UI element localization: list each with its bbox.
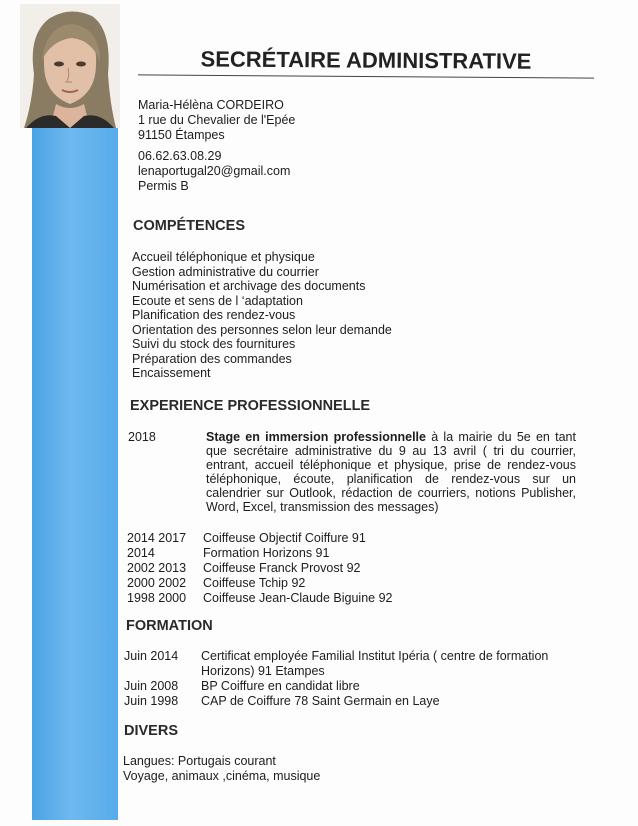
formation-date: Juin 2014: [124, 649, 179, 663]
contact-email: lenaportugal20@gmail.com: [138, 164, 291, 178]
competence-item: Accueil téléphonique et physique: [132, 250, 315, 264]
formation-heading: FORMATION: [126, 618, 213, 634]
competences-list: [132, 250, 392, 381]
formation-date: Juin 1998: [124, 694, 179, 708]
contact-license: Permis B: [138, 179, 189, 193]
contact-block: [138, 98, 295, 194]
formation-label: Certificat employée Familial Institut Ipéria ( centre de formation Horizons) 91 Etampes: [201, 649, 549, 678]
competence-item: Préparation des commandes: [132, 351, 292, 366]
title-divider: [138, 74, 594, 78]
experience-main-text: à la mairie du 5e en tant que secrétaire administrative du 9 au 13 avril ( tri du courrier, entrant, accueil téléphonique et physique, prise de rendez-vous téléphonique, écoute, planification de rendez-vous sur un calendrier sur Outlook, rédaction de courriers, notions Publisher, Word, Excel, transmission des messages): [206, 430, 576, 514]
job-period: 2002 2013: [127, 561, 187, 575]
blue-sidebar-band: [32, 128, 118, 820]
competence-item: Suivi du stock des fournitures: [132, 337, 296, 351]
job-label: Coiffeuse Franck Provost 92: [203, 561, 361, 575]
experience-main-year: 2018: [128, 430, 156, 444]
job-period: 1998 2000: [127, 591, 187, 605]
competence-item: Encaissement: [132, 366, 211, 380]
experience-main-title: Stage en immersion professionnelle: [206, 430, 426, 444]
profile-photo: [20, 4, 120, 128]
contact-address-line1: 1 rue du Chevalier de l'Epée: [138, 113, 296, 127]
formation-label: BP Coiffure en candidat libre: [201, 679, 360, 693]
divers-block: [123, 754, 320, 784]
divers-line: Voyage, animaux ,cinéma, musique: [123, 769, 321, 783]
job-label: Coiffeuse Tchip 92: [203, 576, 306, 590]
competence-item: Orientation des personnes selon leur demande: [132, 322, 392, 337]
formation-date: Juin 2008: [124, 679, 179, 693]
job-label: Coiffeuse Objectif Coiffure 91: [203, 531, 366, 545]
job-label: Formation Horizons 91: [203, 546, 330, 560]
competence-item: Planification des rendez-vous: [132, 308, 296, 322]
divers-heading: DIVERS: [124, 723, 178, 739]
job-label: Coiffeuse Jean-Claude Biguine 92: [203, 591, 393, 605]
experience-heading: EXPERIENCE PROFESSIONNELLE: [130, 398, 371, 414]
competence-item: Numérisation et archivage des documents: [132, 279, 366, 293]
formation-label: CAP de Coiffure 78 Saint Germain en Laye: [201, 694, 440, 708]
competence-item: Gestion administrative du courrier: [132, 264, 319, 279]
experience-main-description: [206, 430, 576, 514]
contact-phone: 06.62.63.08.29: [138, 149, 222, 163]
job-period: 2014: [127, 546, 155, 560]
contact-address-line2: 91150 Étampes: [138, 128, 225, 142]
contact-name: Maria-Hélèna CORDEIRO: [138, 98, 284, 112]
competence-item: Ecoute et sens de l ‘adaptation: [132, 293, 303, 308]
job-period: 2014 2017: [127, 531, 187, 545]
competences-heading: COMPÉTENCES: [133, 218, 245, 234]
divers-line: Langues: Portugais courant: [123, 754, 276, 768]
page-title: SECRÉTAIRE ADMINISTRATIVE: [200, 46, 532, 74]
job-period: 2000 2002: [127, 576, 187, 590]
